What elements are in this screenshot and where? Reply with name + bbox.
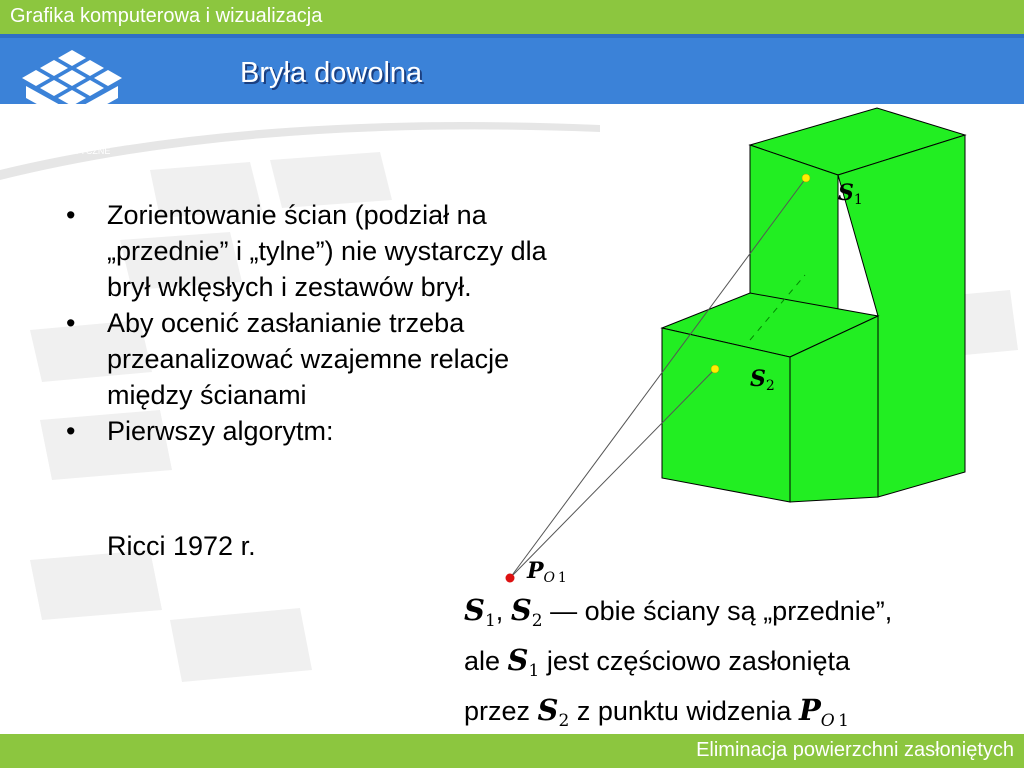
caption-line3-a: przez — [464, 696, 538, 726]
viewpoint-p — [506, 574, 515, 583]
label-s2-symbol: S — [750, 366, 766, 392]
bullet-text: Aby ocenić zasłanianie trzeba przeanalizować wzajemne relacje między ścianami — [107, 308, 510, 410]
label-p-symbol: P — [527, 558, 544, 584]
caption-s1-sub: 1 — [528, 661, 540, 681]
bullet-dot: • — [66, 416, 76, 446]
label-s1-symbol: S — [838, 180, 854, 206]
caption-line1-text: — obie ściany są „przednie”, — [542, 596, 893, 626]
caption-s1-sub: 1 — [484, 611, 496, 631]
label-s1 — [838, 180, 863, 206]
caption-s2-sub: 2 — [531, 611, 543, 631]
bullet-dot: • — [66, 200, 76, 230]
figure-caption — [464, 588, 1014, 738]
caption-p-sub-1: 1 — [838, 711, 849, 731]
caption-line2-a: ale — [464, 646, 508, 676]
label-p — [527, 558, 567, 584]
bullet-continuation: Ricci 1972 r. — [107, 531, 256, 561]
caption-line-3 — [464, 688, 1014, 738]
label-s1-subscript: 1 — [853, 192, 863, 208]
bullet-dot: • — [66, 308, 76, 338]
course-title: Grafika komputerowa i wizualizacja — [10, 5, 323, 27]
point-s2 — [711, 365, 719, 373]
caption-s1: S — [464, 593, 485, 627]
caption-line3-b: z punktu widzenia — [569, 696, 799, 726]
logo-text-line1: E-STUDIA — [48, 134, 96, 145]
label-p-subscript-1: 1 — [557, 570, 567, 586]
label-p-subscript-o: O — [543, 570, 556, 586]
caption-line2-b: jest częściowo zasłonięta — [539, 646, 850, 676]
footer-topic: Eliminacja powierzchni zasłoniętych — [696, 739, 1014, 761]
caption-s2: S — [537, 693, 559, 727]
caption-line-1 — [464, 588, 1014, 638]
bullet-text: Zorientowanie ścian (podział na „przednie” i „tylne”) nie wystarczy dla brył wklęsłych i zestawów brył. — [107, 200, 547, 302]
short-block-front-face — [662, 328, 790, 502]
logo-text-line2: INFORMATYCZNE — [33, 146, 111, 156]
caption-s1: S — [507, 643, 529, 677]
bullet-text: Pierwszy algorytm: — [107, 416, 334, 446]
caption-s2: S — [510, 593, 532, 627]
caption-line-2 — [464, 638, 1014, 688]
point-s1 — [802, 174, 810, 182]
caption-s2-sub: 2 — [558, 711, 570, 731]
caption-p: P — [798, 693, 821, 727]
l-shaped-solid — [662, 108, 965, 502]
caption-comma: , — [495, 596, 504, 626]
slide-title: Bryła dowolna — [240, 57, 423, 89]
label-s2 — [750, 366, 775, 392]
label-s2-subscript: 2 — [765, 378, 775, 394]
caption-p-sub-o: O — [820, 711, 835, 731]
